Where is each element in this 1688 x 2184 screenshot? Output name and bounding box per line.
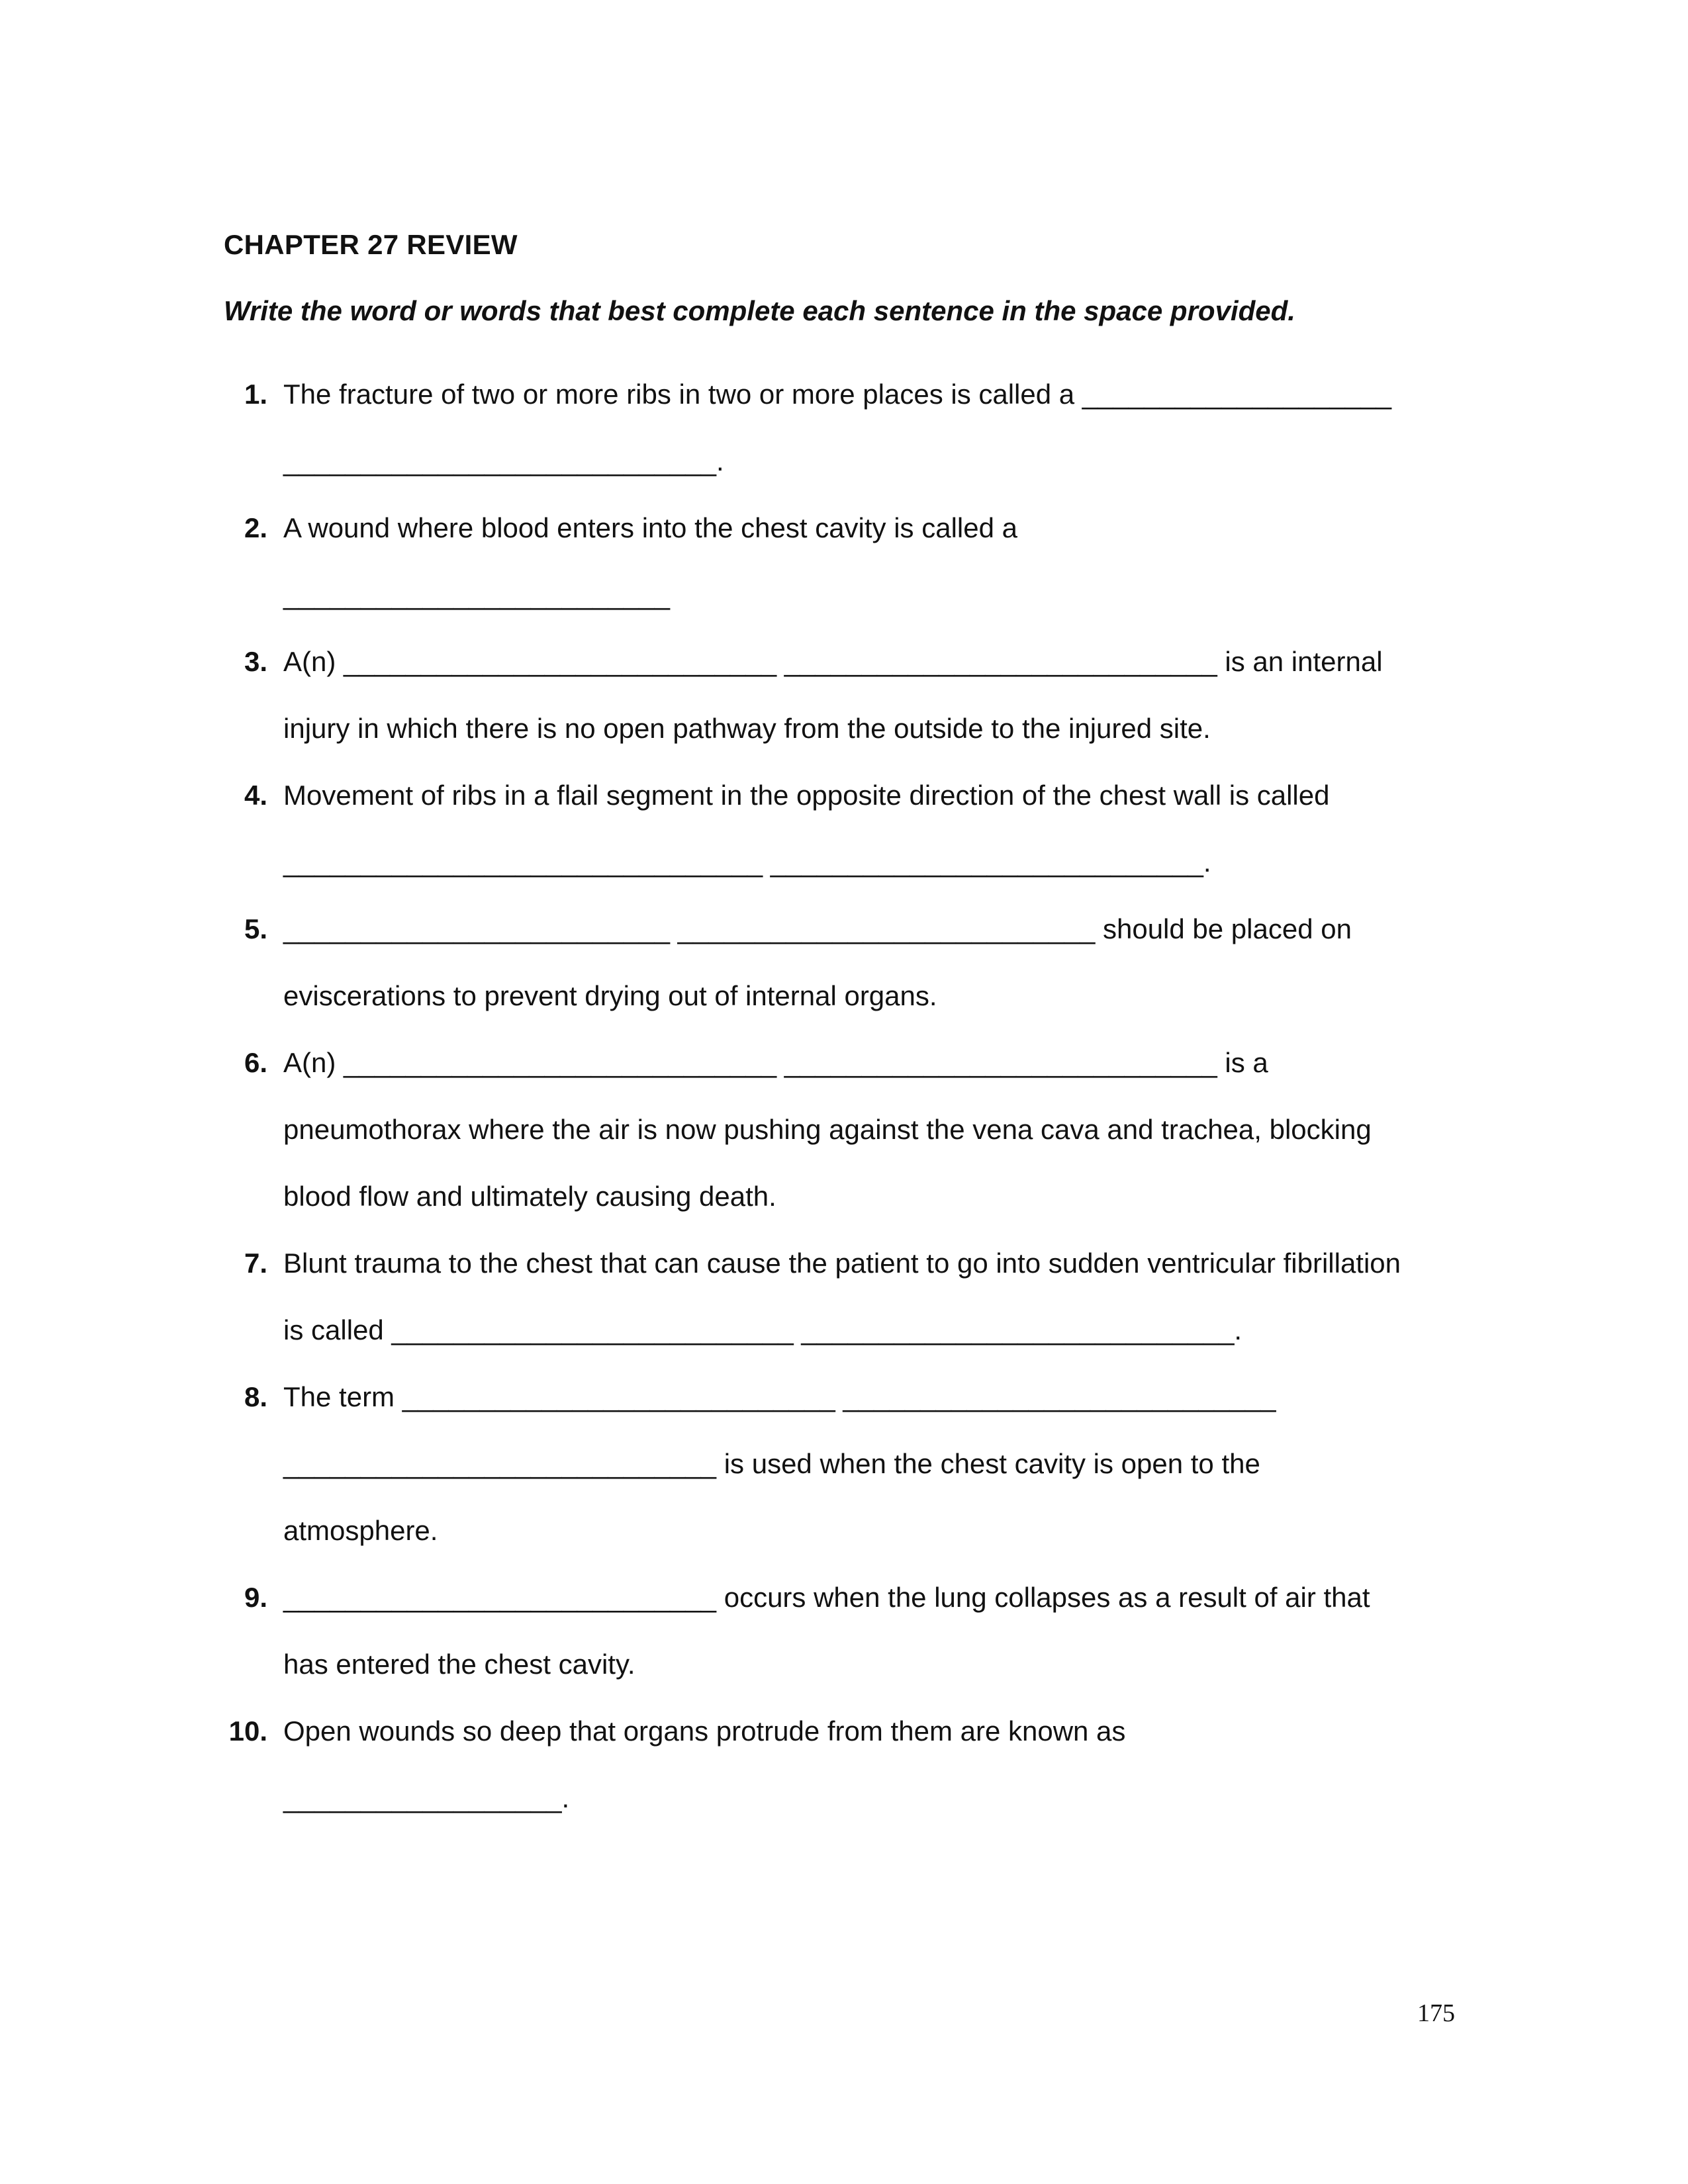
- question-text: A wound where blood enters into the chest cavity is called a _________________________: [283, 512, 1017, 610]
- question-item: [0, 1363, 1688, 1564]
- chapter-heading: CHAPTER 27 REVIEW: [224, 229, 518, 260]
- instructions-text: Write the word or words that best complete each sentence in the space provided.: [224, 295, 1295, 326]
- question-text: Open wounds so deep that organs protrude from them are known as __________________.: [283, 1715, 1126, 1813]
- question-number: 1.: [244, 379, 267, 410]
- question-item: [0, 628, 1688, 762]
- question-text: The term ____________________________ ____________________________ ____________________________ is used when the chest cavity is open to the atmosphere.: [283, 1381, 1276, 1546]
- question-list: [0, 361, 1688, 1831]
- question-text: _________________________ ___________________________ should be placed on eviscerations to prevent drying out of internal organs.: [283, 913, 1352, 1011]
- question-item: [0, 1564, 1688, 1698]
- question-item: [0, 895, 1688, 1029]
- question-item: [0, 1230, 1688, 1363]
- question-text: ____________________________ occurs when the lung collapses as a result of air that has entered the chest cavity.: [283, 1582, 1370, 1680]
- question-item: [0, 494, 1688, 628]
- question-number: 9.: [244, 1582, 267, 1613]
- question-number: 10.: [228, 1715, 267, 1747]
- question-number: 2.: [244, 512, 267, 543]
- question-text: The fracture of two or more ribs in two or more places is called a ____________________ ____________________________.: [283, 379, 1391, 477]
- question-item: [0, 1029, 1688, 1230]
- question-text: Blunt trauma to the chest that can cause the patient to go into sudden ventricular fibrillation is called __________________________ ____________________________.: [283, 1248, 1401, 1345]
- question-text: Movement of ribs in a flail segment in the opposite direction of the chest wall is called _______________________________ ____________________________.: [283, 780, 1330, 878]
- question-number: 4.: [244, 780, 267, 811]
- question-item: [0, 1698, 1688, 1831]
- question-number: 3.: [244, 646, 267, 677]
- question-number: 6.: [244, 1047, 267, 1078]
- question-item: [0, 361, 1688, 494]
- question-text: A(n) ____________________________ ____________________________ is an internal injury in which there is no open pathway from the outside to the injured site.: [283, 646, 1383, 744]
- question-number: 8.: [244, 1381, 267, 1412]
- page-number: 175: [1417, 1999, 1455, 2027]
- question-number: 5.: [244, 913, 267, 944]
- question-item: [0, 762, 1688, 895]
- question-text: A(n) ____________________________ ____________________________ is a pneumothorax where the air is now pushing against the vena cava and trachea, blocking blood flow and ultimately causing death.: [283, 1047, 1372, 1212]
- question-number: 7.: [244, 1248, 267, 1279]
